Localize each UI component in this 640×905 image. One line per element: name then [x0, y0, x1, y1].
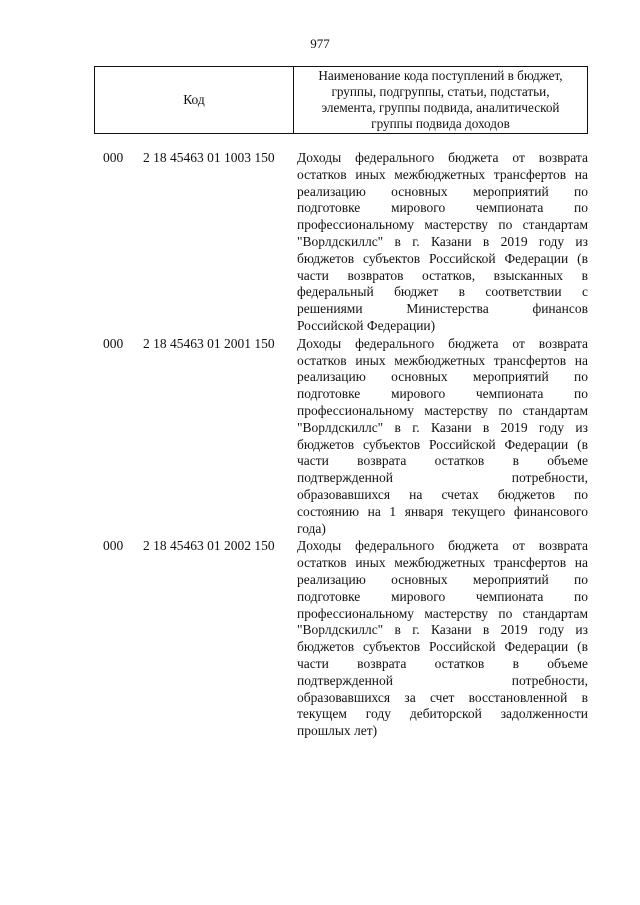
- description-line: части возврата остатков в объеме: [297, 453, 588, 469]
- admin-code: 000: [103, 335, 124, 351]
- description-line: Доходы федерального бюджета от возврата: [297, 150, 588, 165]
- header-name-column: [294, 67, 587, 133]
- description-line: Доходы федерального бюджета от возврата: [297, 335, 588, 351]
- description-line: текущем году дебиторской задолженности: [297, 706, 588, 722]
- description-line: года): [297, 520, 326, 536]
- header-code-label: Код: [183, 92, 205, 107]
- header-name-line: группы подвида доходов: [371, 116, 510, 131]
- description-line: Доходы федерального бюджета от возврата: [297, 538, 588, 554]
- description-line: "Ворлдскиллс" в г. Казани в 2019 году из: [297, 233, 588, 249]
- description-line: реализацию основных мероприятий по: [297, 183, 588, 199]
- description-line: "Ворлдскиллс" в г. Казани в 2019 году из: [297, 419, 588, 435]
- revenue-code-row: [0, 150, 640, 335]
- description-line: Российской Федерации): [297, 317, 436, 333]
- description-line: бюджетов субъектов Российской Федерации (в: [297, 436, 588, 452]
- header-name-text: [318, 68, 562, 132]
- description-line: подтвержденной потребности,: [297, 672, 588, 688]
- table-header: [94, 66, 588, 134]
- description-line: профессиональному мастерству по стандартам: [297, 605, 588, 621]
- revenue-code-row: [0, 336, 640, 538]
- description-line: прошлых лет): [297, 723, 378, 739]
- admin-code: 000: [103, 538, 124, 554]
- description-line: профессиональному мастерству по стандартам: [297, 217, 588, 233]
- description-line: состоянию на 1 января текущего финансового: [297, 503, 588, 519]
- revenue-code: 2 18 45463 01 2001 150: [143, 335, 275, 351]
- description-line: реализацию основных мероприятий по: [297, 571, 588, 587]
- revenue-description: [297, 336, 588, 538]
- revenue-code: 2 18 45463 01 2002 150: [143, 538, 275, 554]
- revenue-code-row: [0, 538, 640, 740]
- description-line: остатков иных межбюджетных трансфертов на: [297, 352, 588, 368]
- description-line: образовавшихся на счетах бюджетов по: [297, 486, 588, 502]
- description-line: остатков иных межбюджетных трансфертов на: [297, 555, 588, 571]
- admin-code: 000: [103, 150, 124, 165]
- revenue-code-list: [0, 150, 640, 740]
- description-line: подготовке мирового чемпионата по: [297, 200, 588, 216]
- header-name-line: элемента, группы подвида, аналитической: [321, 100, 560, 115]
- revenue-code: 2 18 45463 01 1003 150: [143, 150, 275, 165]
- description-line: подготовке мирового чемпионата по: [297, 386, 588, 402]
- description-line: подтвержденной потребности,: [297, 470, 588, 486]
- description-line: федеральный бюджет в соответствии с: [297, 284, 588, 300]
- description-line: решениями Министерства финансов: [297, 301, 588, 317]
- header-name-line: Наименование кода поступлений в бюджет,: [318, 68, 563, 83]
- description-line: части возвратов остатков, взысканных в: [297, 267, 588, 283]
- description-line: образовавшихся за счет восстановленной в: [297, 689, 588, 705]
- description-line: реализацию основных мероприятий по: [297, 369, 588, 385]
- header-name-line: группы, подгруппы, статьи, подстатьи,: [331, 84, 550, 99]
- description-line: профессиональному мастерству по стандартам: [297, 402, 588, 418]
- description-line: части возврата остатков в объеме: [297, 655, 588, 671]
- header-code-column: [95, 67, 294, 133]
- page-number: 977: [310, 36, 330, 51]
- description-line: "Ворлдскиллс" в г. Казани в 2019 году из: [297, 622, 588, 638]
- revenue-description: [297, 538, 588, 740]
- description-line: бюджетов субъектов Российской Федерации (в: [297, 639, 588, 655]
- revenue-description: [297, 150, 588, 335]
- description-line: остатков иных межбюджетных трансфертов на: [297, 166, 588, 182]
- description-line: подготовке мирового чемпионата по: [297, 588, 588, 604]
- description-line: бюджетов субъектов Российской Федерации (в: [297, 250, 588, 266]
